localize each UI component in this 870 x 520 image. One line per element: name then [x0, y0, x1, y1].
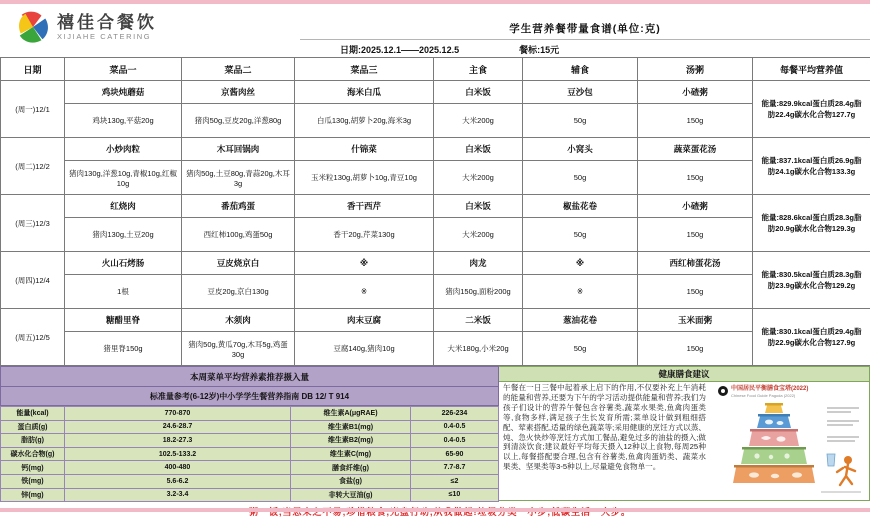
dish-ingredients-cell: 白瓜130g,胡萝卜20g,海米3g [295, 104, 434, 138]
nutrition-summary-cell: 能量:830.5kcal蛋白质28.3g脂肪23.9g碳水化合物129.2g [753, 252, 870, 309]
nutrition-summary-cell: 能量:830.1kcal蛋白质29.4g脂肪22.9g碳水化合物127.9g [753, 309, 870, 366]
nutrient-label: 维生素A(μgRAE) [291, 407, 411, 421]
column-header-date: 日期 [1, 58, 65, 81]
dish-name-cell: 小炒肉粒 [65, 138, 182, 161]
dish-ingredients-cell: 鸡块130g,平菇20g [65, 104, 182, 138]
advice-title: 健康膳食建议 [499, 366, 870, 382]
runner-icon [837, 456, 855, 485]
nutrient-label: 非转大豆油(g) [291, 488, 411, 502]
nutrient-row [1, 488, 499, 502]
dish-ingredients-cell: 香干20g,芹菜130g [295, 218, 434, 252]
nutrient-label: 碳水化合物(g) [1, 447, 65, 461]
dish-name-cell: ※ [523, 252, 638, 275]
nutrient-value: 24.6-28.7 [65, 420, 291, 434]
water-cup-icon [827, 454, 835, 466]
nutrient-label: 锌(mg) [1, 488, 65, 502]
dish-ingredients-cell: 豆皮20g,京白130g [182, 275, 295, 309]
dish-name-cell: 京酱肉丝 [182, 81, 295, 104]
dish-ingredients-cell: 西红柿100g,鸡蛋50g [182, 218, 295, 252]
nutrient-value: 65-90 [411, 447, 499, 461]
pagoda-annotation-lines [827, 408, 859, 441]
dish-ingredients-cell: 150g [638, 218, 753, 252]
dish-name-cell: 火山石烤肠 [65, 252, 182, 275]
menu-table-header-row [1, 58, 870, 81]
nutrient-row [1, 434, 499, 448]
dish-ingredients-cell: 玉米粒130g,胡萝卜10g,青豆10g [295, 161, 434, 195]
dish-ingredients-cell: 豆腐140g,猪肉10g [295, 332, 434, 366]
table-row-tuesday-ingredients [1, 161, 870, 195]
dish-ingredients-cell: 大米200g [434, 104, 523, 138]
table-row-monday-ingredients [1, 104, 870, 138]
nutrient-value: 3.2-3.4 [65, 488, 291, 502]
nutrient-label: 维生素B1(mg) [291, 420, 411, 434]
nutrient-row [1, 461, 499, 475]
logo-subtitle: XIJIAHE CATERING [57, 32, 157, 41]
table-row-tuesday-dishes [1, 138, 870, 161]
dish-name-cell: 蔬菜蛋花汤 [638, 138, 753, 161]
nutrient-value: 0.4-0.5 [411, 420, 499, 434]
dish-name-cell: 木耳回锅肉 [182, 138, 295, 161]
dish-ingredients-cell: 50g [523, 218, 638, 252]
nutrient-label: 食盐(g) [291, 474, 411, 488]
nutrient-value: 226-234 [411, 407, 499, 421]
dish-ingredients-cell: 猪肉130g,土豆20g [65, 218, 182, 252]
nutrient-value: 5.6-6.2 [65, 474, 291, 488]
column-header-nutrition: 每餐平均营养值 [753, 58, 870, 81]
nutrient-label: 膳食纤维(g) [291, 461, 411, 475]
dish-name-cell: 二米饭 [434, 309, 523, 332]
nutrition-summary-cell: 能量:828.6kcal蛋白质28.3g脂肪20.9g碳水化合物129.3g [753, 195, 870, 252]
pagoda-roof [742, 447, 806, 450]
nutrient-value: 400-480 [65, 461, 291, 475]
dish-name-cell: 番茄鸡蛋 [182, 195, 295, 218]
nutrient-row [1, 407, 499, 421]
day-date-cell: (周五)12/5 [1, 309, 65, 366]
dish-name-cell: 海米白瓜 [295, 81, 434, 104]
pagoda-roof [758, 414, 790, 417]
dish-name-cell: 木须肉 [182, 309, 295, 332]
day-date-cell: (周三)12/3 [1, 195, 65, 252]
nutrition-summary-cell: 能量:829.9kcal蛋白质28.4g脂肪22.4g碳水化合物127.7g [753, 81, 870, 138]
dish-name-cell: 葱油花卷 [523, 309, 638, 332]
nutrient-value: ≤10 [411, 488, 499, 502]
day-date-cell: (周一)12/1 [1, 81, 65, 138]
date-range-label: 日期:2025.12.1——2025.12.5 [340, 43, 459, 56]
table-row-thursday-ingredients [1, 275, 870, 309]
dietary-advice-section [499, 366, 870, 502]
nutrient-reference-section [0, 366, 499, 502]
nutrient-label: 脂肪(g) [1, 434, 65, 448]
dish-name-cell: ※ [295, 252, 434, 275]
pagoda-roof [765, 403, 783, 406]
nutrient-value: ≤2 [411, 474, 499, 488]
table-row-friday-ingredients [1, 332, 870, 366]
dish-ingredients-cell: 猪肉50g,黄瓜70g,木耳5g,鸡蛋30g [182, 332, 295, 366]
dish-ingredients-cell: 猪里脊150g [65, 332, 182, 366]
nutrient-value: 102.5-133.2 [65, 447, 291, 461]
pagoda-roof [734, 465, 814, 468]
logo [14, 8, 163, 46]
nutrient-row [1, 447, 499, 461]
nutrient-value: 7.7-8.7 [411, 461, 499, 475]
nutrient-row [1, 474, 499, 488]
nutrient-label: 钙(mg) [1, 461, 65, 475]
dish-name-cell: 肉龙 [434, 252, 523, 275]
advice-paragraph: 午餐在一日三餐中起着承上启下的作用,不仅要补充上午消耗的能量和营养,还要为下午的学习活动提供能量和营养;我们为孩子们设计的营养午餐包含谷薯类,蔬菜水果类,鱼禽肉蛋类等,食物多样,满足孩子生长发育所需;菜单设计做到粗细搭配、荤素搭配,适量的绿色蔬菜等;采用健康的烹饪方式以蒸、炖、急火快炒等烹饪方式加工餐品,避免过多的油盐的摄入;做到清淡饮食;建议最好平均每天摄入12种以上食物,每周25种以上,每餐搭配要合理,包含有谷薯类,鱼禽肉蛋奶类、蔬菜水果类、坚果类等3-5种以上,尽量避免食物单一。 [499, 382, 709, 500]
dish-ingredients-cell: 150g [638, 161, 753, 195]
dish-name-cell: 白米饭 [434, 138, 523, 161]
dish-ingredients-cell: 1根 [65, 275, 182, 309]
dish-ingredients-cell: 150g [638, 275, 753, 309]
nutrient-value: 770-870 [65, 407, 291, 421]
table-row-friday-dishes [1, 309, 870, 332]
dish-name-cell: 红烧肉 [65, 195, 182, 218]
nutrient-label: 蛋白质(g) [1, 420, 65, 434]
dish-ingredients-cell: 150g [638, 104, 753, 138]
table-row-wednesday-dishes [1, 195, 870, 218]
nutrient-label: 维生素C(mg) [291, 447, 411, 461]
table-row-thursday-dishes [1, 252, 870, 275]
nutrient-row [1, 420, 499, 434]
page-title: 学生营养餐带量食谱(单位:克) [300, 4, 870, 40]
logo-pinwheel-icon [16, 10, 50, 44]
pagoda-title-en: Chinese Food Guide Pagoda (2022) [731, 393, 796, 398]
pagoda-title-cn: 中国居民平衡膳食宝塔(2022) [731, 384, 808, 392]
dish-ingredients-cell: 50g [523, 104, 638, 138]
dish-ingredients-cell: 大米200g [434, 161, 523, 195]
dish-name-cell: 椒盐花卷 [523, 195, 638, 218]
dish-name-cell: 豆沙包 [523, 81, 638, 104]
table-row-wednesday-ingredients [1, 218, 870, 252]
dish-name-cell: 西红柿蛋花汤 [638, 252, 753, 275]
logo-text [57, 14, 157, 41]
day-date-cell: (周二)12/2 [1, 138, 65, 195]
dish-name-cell: 糖醋里脊 [65, 309, 182, 332]
menu-table [0, 57, 870, 366]
nutrient-value: 18.2-27.3 [65, 434, 291, 448]
dish-ingredients-cell: 猪肉150g,面粉200g [434, 275, 523, 309]
column-header-side: 辅食 [523, 58, 638, 81]
dish-name-cell: 鸡块炖蘑菇 [65, 81, 182, 104]
nutrition-summary-cell: 能量:837.1kcal蛋白质26.9g脂肪24.1g碳水化合物133.3g [753, 138, 870, 195]
dish-name-cell: 肉末豆腐 [295, 309, 434, 332]
nutrient-label: 维生素B2(mg) [291, 434, 411, 448]
nutrient-label: 能量(kcal) [1, 407, 65, 421]
column-header-dish2: 菜品二 [182, 58, 295, 81]
dish-name-cell: 豆皮烧京白 [182, 252, 295, 275]
dish-ingredients-cell: 猪肉130g,洋葱10g,青椒10g,红椒10g [65, 161, 182, 195]
day-date-cell: (周四)12/4 [1, 252, 65, 309]
dish-name-cell: 小碴粥 [638, 81, 753, 104]
dish-ingredients-cell: 大米200g [434, 218, 523, 252]
dish-ingredients-cell: 150g [638, 332, 753, 366]
nutrient-table-subtitle: 标准量参考(6-12岁)中小学学生餐营养指南 DB 12/ T 914 [0, 386, 499, 406]
dish-name-cell: 小碴粥 [638, 195, 753, 218]
dish-ingredients-cell: 大米180g,小米20g [434, 332, 523, 366]
bottom-stripe [0, 508, 870, 512]
pagoda-roof [750, 429, 798, 432]
dish-name-cell: 香干西芹 [295, 195, 434, 218]
dish-name-cell: 什锦菜 [295, 138, 434, 161]
dish-name-cell: 白米饭 [434, 195, 523, 218]
column-header-staple: 主食 [434, 58, 523, 81]
dish-name-cell: 白米饭 [434, 81, 523, 104]
dish-ingredients-cell: 50g [523, 161, 638, 195]
nutrient-value: 0.4-0.5 [411, 434, 499, 448]
logo-title: 禧佳合餐饮 [57, 14, 157, 32]
column-header-dish3: 菜品三 [295, 58, 434, 81]
column-header-dish1: 菜品一 [65, 58, 182, 81]
dish-name-cell: 玉米面粥 [638, 309, 753, 332]
dish-ingredients-cell: 50g [523, 332, 638, 366]
dish-ingredients-cell: 猪肉50g,豆皮20g,洋葱80g [182, 104, 295, 138]
meal-price-label: 餐标:15元 [519, 43, 559, 56]
dish-ingredients-cell: ※ [295, 275, 434, 309]
food-pagoda-image [709, 382, 869, 500]
nutrient-table-title: 本周菜单平均营养素推荐摄入量 [0, 366, 499, 386]
table-row-monday-dishes [1, 81, 870, 104]
dish-name-cell: 小窝头 [523, 138, 638, 161]
dish-ingredients-cell: 猪肉50g,土豆80g,青蒜20g,木耳3g [182, 161, 295, 195]
page-header [0, 4, 870, 57]
dish-ingredients-cell: ※ [523, 275, 638, 309]
nutrient-table [0, 406, 499, 502]
nutrient-label: 铁(mg) [1, 474, 65, 488]
column-header-soup: 汤粥 [638, 58, 753, 81]
